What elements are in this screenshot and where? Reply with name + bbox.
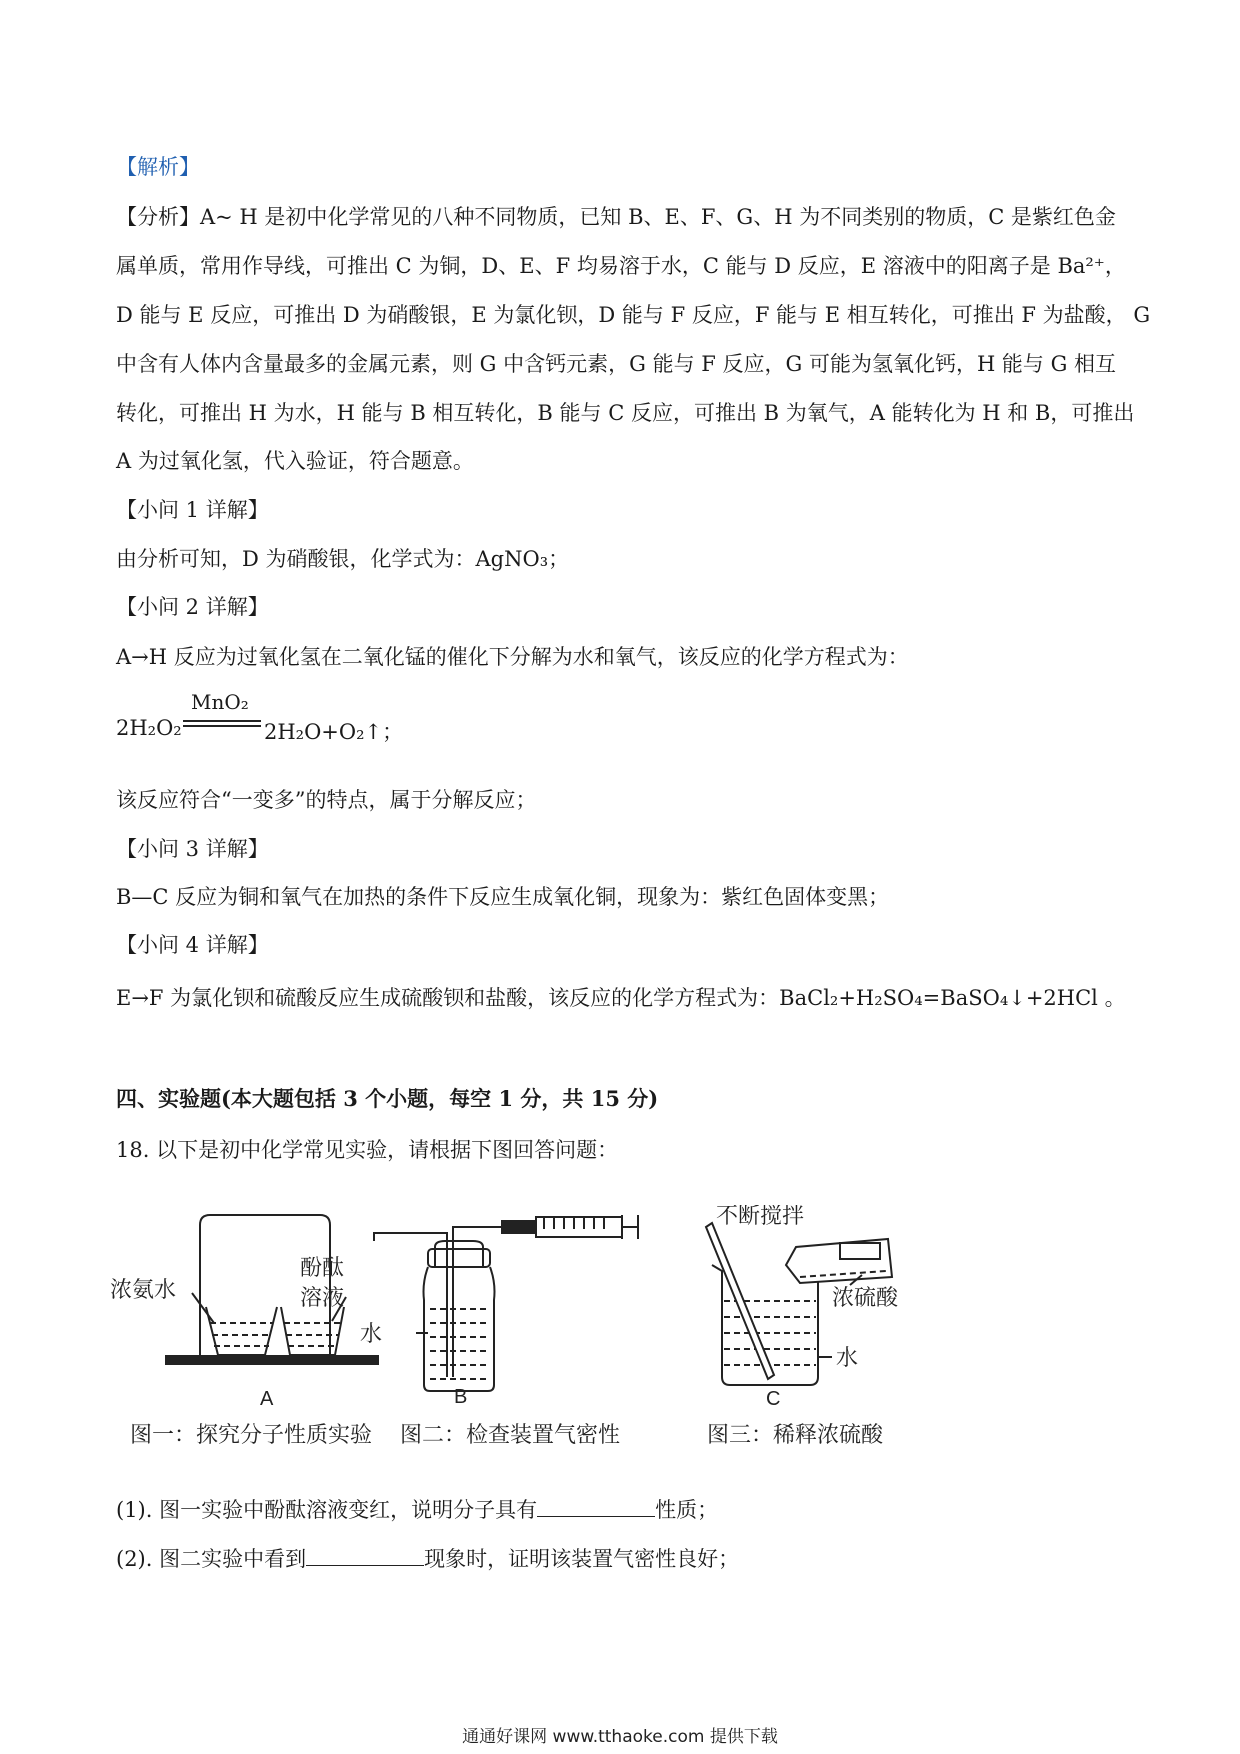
figure-a <box>166 1215 378 1364</box>
figure-b-label-water: 水 <box>360 1322 383 1347</box>
analysis-line-6: A 为过氧化氢，代入验证，符合题意。 <box>116 449 474 473</box>
analysis-line-4: 中含有人体内含量最多的金属元素，则 G 中含钙元素，G 能与 F 反应，G 可能为氢氧化钙，H 能与 G 相互 <box>116 352 1117 376</box>
sub-question-2-prefix: (2). 图二实验中看到 <box>116 1547 307 1571</box>
experiment-diagrams <box>110 1205 1130 1415</box>
q4-heading: 【小问 4 详解】 <box>116 933 269 957</box>
q1-heading: 【小问 1 详解】 <box>116 498 269 522</box>
figure-a-label-solution: 溶液 <box>300 1286 345 1311</box>
section4-title: 四、实验题(本大题包括 3 个小题，每空 1 分，共 15 分) <box>116 1086 659 1111</box>
figure-caption-1: 图一：探究分子性质实验 <box>130 1423 373 1448</box>
q1-text: 由分析可知，D 为硝酸银，化学式为：AgNO₃； <box>116 547 570 571</box>
figure-c-label-stir: 不断搅拌 <box>716 1205 805 1229</box>
equation-bar <box>183 720 261 722</box>
q2-heading: 【小问 2 详解】 <box>116 595 269 619</box>
q4-text: E→F 为氯化钡和硫酸反应生成硫酸钡和盐酸，该反应的化学方程式为：BaCl₂+H₂SO₄=BaSO₄↓+2HCl 。 <box>116 986 1126 1010</box>
sub-question-2-suffix: 现象时，证明该装置气密性良好； <box>424 1547 740 1571</box>
analysis-line-1: 【分析】A~ H 是初中化学常见的八种不同物质，已知 B、E、F、G、H 为不同类别的物质，C 是紫红色金 <box>116 205 1116 229</box>
figure-b <box>374 1215 638 1391</box>
sub-question-1-suffix: 性质； <box>655 1498 719 1522</box>
sub-question-1-prefix: (1). 图一实验中酚酞溶液变红，说明分子具有 <box>116 1498 538 1522</box>
q2-text: A→H 反应为过氧化氢在二氧化锰的催化下分解为水和氧气，该反应的化学方程式为： <box>116 645 909 669</box>
analysis-line-3: D 能与 E 反应，可推出 D 为硝酸银，E 为氯化钡，D 能与 F 反应，F 能与 E 相互转化，可推出 F 为盐酸， G <box>116 303 1151 327</box>
answer-blank-2[interactable] <box>306 1545 424 1566</box>
q2-note: 该反应符合“一变多”的特点，属于分解反应； <box>116 788 537 812</box>
figure-b-letter: B <box>454 1386 468 1408</box>
equation-products: 2H₂O+O₂↑； <box>264 720 404 744</box>
analysis-line-5: 转化，可推出 H 为水，H 能与 B 相互转化，B 能与 C 反应，可推出 B 为氧气，A 能转化为 H 和 B，可推出 <box>116 401 1135 425</box>
figure-caption-3: 图三：稀释浓硫酸 <box>707 1423 884 1448</box>
answer-blank-1[interactable] <box>537 1496 655 1517</box>
q3-text: B—C 反应为铜和氧气在加热的条件下反应生成氧化铜，现象为：紫红色固体变黑； <box>116 885 890 909</box>
analysis-line-2: 属单质，常用作导线，可推出 C 为铜，D、E、F 均易溶于水，C 能与 D 反应，E 溶液中的阳离子是 Ba²⁺， <box>116 254 1126 278</box>
q3-heading: 【小问 3 详解】 <box>116 837 269 861</box>
equation-bar <box>183 725 261 727</box>
section-label: 【解析】 <box>116 155 200 179</box>
figure-a-label-phenolphthalein: 酚酞 <box>300 1256 345 1281</box>
figure-c-label-acid: 浓硫酸 <box>832 1286 899 1311</box>
equation-reactants: 2H₂O₂ <box>116 716 182 740</box>
sub-question-2 <box>116 1544 1130 1574</box>
sub-question-1 <box>116 1495 1130 1525</box>
figure-c-label-water: 水 <box>836 1346 859 1371</box>
figure-c-letter: C <box>766 1388 781 1410</box>
figure-a-letter: A <box>260 1388 274 1410</box>
question-18: 18. 以下是初中化学常见实验，请根据下图回答问题： <box>116 1138 619 1162</box>
chemical-equation <box>116 690 716 750</box>
figure-caption-2: 图二：检查装置气密性 <box>400 1423 621 1448</box>
equation-catalyst: MnO₂ <box>191 690 249 714</box>
figure-a-label-ammonia: 浓氨水 <box>110 1278 177 1303</box>
page-footer: 通通好课网 www.tthaoke.com 提供下载 <box>462 1727 778 1747</box>
